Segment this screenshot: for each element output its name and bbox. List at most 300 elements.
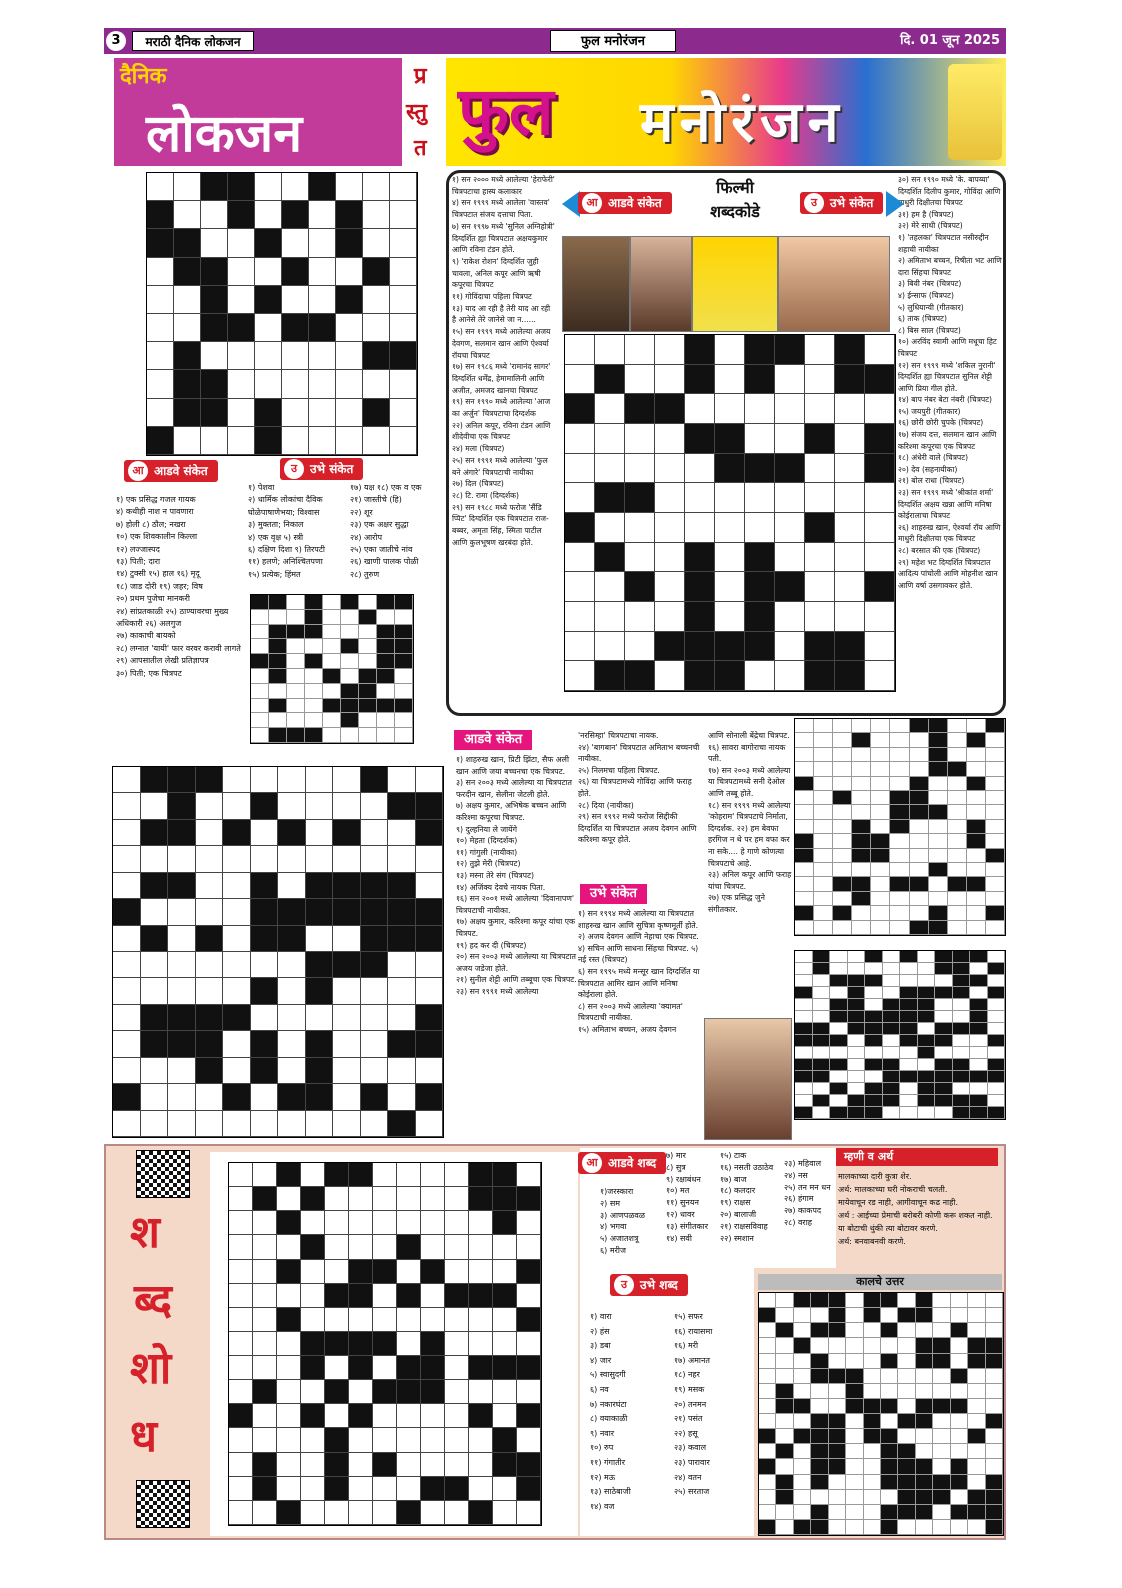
grid-cell [373, 1332, 397, 1356]
word-search-cell [814, 805, 833, 819]
grid-cell [255, 286, 282, 314]
clue-line: २३) एक अक्षर सुद्धा [350, 520, 409, 530]
word-search-cell [986, 1399, 1003, 1414]
word-search-cell [986, 892, 1005, 906]
clue-line: १)जरस्कारा [600, 1187, 634, 1196]
grid-cell [373, 1428, 397, 1452]
word-search-cell [864, 1338, 881, 1353]
grid-cell [253, 1235, 277, 1259]
word-search-cell [948, 777, 967, 791]
grid-cell [229, 1477, 253, 1501]
word-search-cell [935, 1035, 953, 1047]
grid-cell [685, 483, 715, 513]
word-search-cell [918, 975, 936, 987]
grid-cell [865, 543, 895, 573]
grid-cell [397, 1284, 421, 1308]
across-clues-heading [124, 460, 218, 482]
grid-cell [469, 1428, 493, 1452]
word-search-cell [864, 1520, 881, 1535]
clue-line: २१) जास्तीचे (हि) [350, 495, 402, 505]
grid-cell [493, 1453, 517, 1477]
word-search-cell [881, 1369, 898, 1384]
grid-cell [301, 1187, 325, 1211]
word-search-cell [830, 1035, 848, 1047]
word-search-cell [833, 849, 852, 863]
grid-cell [775, 365, 805, 395]
word-search-cell [910, 863, 929, 877]
clue-line: २३) महिवाल [784, 1159, 822, 1168]
word-search-cell [359, 713, 377, 728]
word-search-cell [795, 777, 814, 791]
word-search-cell [918, 951, 936, 963]
grid-cell [421, 1284, 445, 1308]
grid-cell [277, 1332, 301, 1356]
word-search-cell [833, 805, 852, 819]
grid-cell [469, 1356, 493, 1380]
grid-cell [397, 1428, 421, 1452]
grid-cell [349, 1453, 373, 1477]
word-search-cell [814, 834, 833, 848]
paper-name: मराठी दैनिक लोकजन [132, 31, 254, 51]
word-search-cell [890, 863, 909, 877]
grid-cell [306, 899, 334, 925]
grid-cell [493, 1235, 517, 1259]
word-search-cell [933, 1338, 950, 1353]
grid-cell [469, 1187, 493, 1211]
word-search-cell [968, 1384, 985, 1399]
clue-line: २०) बालाजी [720, 1209, 757, 1219]
word-search-cell [865, 1011, 883, 1023]
word-search-cell [970, 1071, 988, 1083]
clue-line: १२) तुझे मेरी (चित्रपट) [456, 859, 521, 869]
grid-cell [174, 286, 201, 314]
grid-cell [141, 820, 169, 846]
clue-line: अर्थ: मालकाच्या घरी नोकराची चलती. [838, 1185, 948, 1194]
word-search-cell [794, 1520, 811, 1535]
word-search-cell [395, 595, 413, 610]
grid-cell [228, 258, 255, 286]
word-search-cell [846, 1414, 863, 1429]
grid-cell [445, 1235, 469, 1259]
word-search-cell [359, 669, 377, 684]
grid-cell [113, 767, 141, 793]
grid-cell [168, 767, 196, 793]
word-search-cell [890, 820, 909, 834]
grid-cell [333, 899, 361, 925]
word-search-cell [811, 1429, 828, 1444]
word-search-cell [953, 999, 971, 1011]
grid-cell [147, 399, 174, 427]
word-search-cell [968, 1520, 985, 1535]
grid-cell [421, 1380, 445, 1404]
grid-cell [685, 602, 715, 632]
grid-cell [141, 952, 169, 978]
word-search-cell [986, 863, 1005, 877]
word-search-cell [988, 1107, 1006, 1119]
grid-cell [745, 424, 775, 454]
word-search-cell [890, 719, 909, 733]
word-search-cell [900, 1011, 918, 1023]
word-search-cell [848, 1083, 866, 1095]
grid-cell [565, 513, 595, 543]
grid-cell [390, 370, 417, 398]
grid-cell [715, 483, 745, 513]
grid-cell [421, 1187, 445, 1211]
word-search-cell [898, 1414, 915, 1429]
word-search-cell [795, 1059, 813, 1071]
grid-cell [349, 1163, 373, 1187]
word-search-cell [323, 684, 341, 699]
grid-cell [595, 335, 625, 365]
grid-cell [309, 314, 336, 342]
word-search-cell [795, 719, 814, 733]
grid-cell [113, 952, 141, 978]
word-search-cell [852, 892, 871, 906]
word-search-cell [953, 1083, 971, 1095]
grid-cell [655, 365, 685, 395]
word-search-cell [811, 1444, 828, 1459]
word-search-cell [848, 975, 866, 987]
grid-cell [333, 1058, 361, 1084]
word-search-cell [759, 1399, 776, 1414]
word-search-cell [935, 1023, 953, 1035]
word-search-cell [968, 1293, 985, 1308]
grid-cell [388, 1031, 416, 1057]
grid-cell [388, 1005, 416, 1031]
grid-cell [655, 483, 685, 513]
film-across-heading [578, 192, 672, 214]
grid-cell [745, 543, 775, 573]
word-search-cell [852, 834, 871, 848]
word-search-cell [811, 1459, 828, 1474]
actress-photo-3 [778, 236, 890, 332]
grid-cell [113, 793, 141, 819]
word-search-cell [829, 1293, 846, 1308]
word-search-cell [794, 1459, 811, 1474]
word-search-cell [829, 1520, 846, 1535]
word-search-cell [359, 610, 377, 625]
word-search-cell [811, 1520, 828, 1535]
word-search-cell [833, 748, 852, 762]
masthead-title: लोकजन [146, 103, 303, 164]
grid-cell [363, 258, 390, 286]
shabda-down-short: उ [614, 1275, 634, 1295]
word-search-cell [898, 1444, 915, 1459]
clue-line: ७) होली ८) ठौल; नखरा [116, 519, 186, 529]
word-search-cell [929, 719, 948, 733]
clue-line: १४) सवी [666, 1233, 692, 1243]
grid-cell [445, 1453, 469, 1477]
word-search-cell [871, 834, 890, 848]
grid-cell [325, 1332, 349, 1356]
grid-cell [416, 767, 444, 793]
clue-line: २३) सन १९९१ मध्ये आलेल्या [456, 986, 539, 996]
shabda-across-label: आडवे शब्द [608, 1156, 657, 1170]
word-search-cell [323, 639, 341, 654]
issue-date: दि. 01 जून 2025 [900, 33, 1000, 48]
word-search-cell [852, 719, 871, 733]
word-search-cell [846, 1323, 863, 1338]
word-search-cell [269, 684, 287, 699]
film-across-label: आडवे संकेत [608, 196, 662, 210]
clue-line: २७) काकपद [784, 1206, 822, 1216]
grid-cell [229, 1501, 253, 1525]
grid-cell [416, 926, 444, 952]
word-search-cell [953, 1071, 971, 1083]
word-search-cell [846, 1293, 863, 1308]
grid-cell [336, 173, 363, 201]
word-search-cell [916, 1475, 933, 1490]
word-search-cell [814, 719, 833, 733]
word-search-cell [829, 1505, 846, 1520]
word-search-cell [967, 777, 986, 791]
word-search-cell [776, 1459, 793, 1474]
word-search-cell [948, 921, 967, 935]
word-search-cell [967, 719, 986, 733]
grid-cell [201, 370, 228, 398]
word-search-cell [341, 699, 359, 714]
grid-cell [361, 1005, 389, 1031]
clue-line: ७) मार [666, 1151, 686, 1160]
grid-cell [390, 173, 417, 201]
grid-cell [416, 899, 444, 925]
grid-cell [517, 1235, 541, 1259]
word-search-cell [935, 1011, 953, 1023]
word-search-cell [900, 1083, 918, 1095]
grid-cell [306, 1031, 334, 1057]
word-search-cell [848, 1071, 866, 1083]
clue-line: आणि सोनाली बेंद्रेचा चित्रपट. १६) सावरा बागोराचा नायक पती. [708, 731, 790, 764]
page-number: 3 [106, 31, 126, 51]
grid-cell [336, 399, 363, 427]
word-search-cell [890, 777, 909, 791]
clue-line: ५) स्वासुदगी [590, 1370, 626, 1380]
word-search-cell [881, 1520, 898, 1535]
grid-cell [282, 399, 309, 427]
word-search-cell [988, 1035, 1006, 1047]
clue-line: ६) नव [590, 1384, 609, 1394]
word-search-cell [852, 921, 871, 935]
word-search-cell [967, 849, 986, 863]
grid-cell [361, 1031, 389, 1057]
grid-cell [278, 899, 306, 925]
word-search-cell [829, 1354, 846, 1369]
grid-cell [805, 632, 835, 662]
word-search-cell [287, 713, 305, 728]
grid-cell [835, 424, 865, 454]
grid-cell [685, 661, 715, 691]
actress-photo-1 [630, 236, 692, 332]
grid-cell [390, 342, 417, 370]
word-search-cell [953, 1011, 971, 1023]
word-search-cell [865, 1107, 883, 1119]
word-search-cell [929, 748, 948, 762]
word-search-cell [968, 1414, 985, 1429]
clue-line: २५) एका जातीचे नांव [350, 545, 413, 555]
grid-cell [253, 1404, 277, 1428]
clue-line: ३) बिवी नंबर (चित्रपट) [898, 279, 962, 289]
clue-line: ३०) पिती; एक चित्रपट [116, 668, 182, 678]
word-search-cell [846, 1338, 863, 1353]
grid-cell [775, 513, 805, 543]
grid-cell [390, 201, 417, 229]
grid-cell [333, 846, 361, 872]
grid-cell [336, 229, 363, 257]
grid-cell [835, 365, 865, 395]
word-search-cell [900, 987, 918, 999]
grid-cell [517, 1404, 541, 1428]
clue-line: मालकाच्या दारी कुत्रा शेर. [838, 1172, 912, 1181]
word-search-cell [986, 1520, 1003, 1535]
word-search-cell [794, 1293, 811, 1308]
word-search-cell [988, 1059, 1006, 1071]
actress-photo-2 [692, 236, 778, 332]
clue-line: ७) अक्षय कुमार, अभिषेक बच्चन आणि करिश्मा कपूरचा चित्रपट. [456, 801, 567, 822]
grid-cell [333, 926, 361, 952]
word-search-cell [833, 921, 852, 935]
grid-cell [361, 899, 389, 925]
clue-line: ८) वयाकाळी [590, 1414, 628, 1424]
word-search-cell [968, 1475, 985, 1490]
grid-cell [325, 1284, 349, 1308]
word-search-cell [916, 1520, 933, 1535]
word-search-cell [377, 595, 395, 610]
prastut-char: प्र [414, 64, 427, 89]
word-search-cell [795, 921, 814, 935]
grid-cell [775, 454, 805, 484]
word-search-cell [864, 1505, 881, 1520]
word-search-cell [813, 951, 831, 963]
word-search-cell [864, 1459, 881, 1474]
word-search-cell [795, 820, 814, 834]
clue-line: ३०) सन १९९० मध्ये 'के. बापय्या' दिग्दर्शित दिलीप कुमार, गोविंदा आणि माधुरी दिक्षीतचा चित्रपट [898, 175, 1001, 208]
clue-line: २४) मला (चित्रपट) [452, 444, 505, 454]
clue-line: १६) नसती उठाठेव [720, 1162, 774, 1172]
word-search-cell [967, 762, 986, 776]
word-search-cell [935, 963, 953, 975]
word-search-cell [833, 892, 852, 906]
grid-cell [390, 286, 417, 314]
word-search-cell [948, 805, 967, 819]
shabda-down-heading [610, 1274, 688, 1296]
word-search-cell [918, 1095, 936, 1107]
grid-cell [228, 229, 255, 257]
word-search-cell [833, 777, 852, 791]
grid-cell [174, 258, 201, 286]
grid-cell [388, 793, 416, 819]
word-search-cell [918, 1047, 936, 1059]
grid-cell [416, 952, 444, 978]
word-search-cell [881, 1429, 898, 1444]
word-search-cell [359, 684, 377, 699]
grid-cell [277, 1428, 301, 1452]
word-search-cell [848, 1059, 866, 1071]
grid-cell [361, 1084, 389, 1110]
grid-cell [390, 314, 417, 342]
word-search-cell [988, 1047, 1006, 1059]
grid-cell [835, 661, 865, 691]
grid-cell [306, 952, 334, 978]
grid-cell [805, 572, 835, 602]
grid-cell [251, 952, 279, 978]
grid-cell [349, 1477, 373, 1501]
prastut-column [404, 58, 444, 166]
word-search-cell [830, 987, 848, 999]
grid-cell [168, 1084, 196, 1110]
word-search-cell [948, 834, 967, 848]
word-search-cell [916, 1323, 933, 1338]
clue-line: १५) टाक [720, 1151, 747, 1160]
grid-cell [147, 201, 174, 229]
grid-cell [325, 1211, 349, 1235]
grid-cell [805, 424, 835, 454]
word-search-cell [953, 975, 971, 987]
grid-cell [363, 342, 390, 370]
word-search-cell [848, 951, 866, 963]
shabda-across-col-a [600, 1186, 666, 1257]
word-search-cell [986, 1293, 1003, 1308]
word-search-cell [951, 1444, 968, 1459]
word-search-cell [871, 892, 890, 906]
grid-cell [715, 394, 745, 424]
word-search-cell [968, 1490, 985, 1505]
word-search-cell [890, 733, 909, 747]
grid-cell [565, 483, 595, 513]
clue-line: ११) गोविंदाचा पहिला चित्रपट [452, 292, 532, 302]
grid-cell [113, 873, 141, 899]
word-search-cell [933, 1459, 950, 1474]
grid-cell [445, 1187, 469, 1211]
word-search-cell [900, 1095, 918, 1107]
word-search-cell [986, 719, 1005, 733]
clue-line: १५) अमिताभ बच्चन, अजय देवगन [578, 1024, 677, 1034]
word-search-cell [776, 1354, 793, 1369]
word-search-cell [251, 699, 269, 714]
grid-cell [397, 1380, 421, 1404]
grid-cell [229, 1260, 253, 1284]
grid-cell [251, 1005, 279, 1031]
word-search-cell [933, 1475, 950, 1490]
word-search-cell [883, 1059, 901, 1071]
grid-cell [745, 632, 775, 662]
word-search-cell [968, 1338, 985, 1353]
word-search-cell [794, 1323, 811, 1338]
word-search-cell [918, 1071, 936, 1083]
grid-cell [228, 370, 255, 398]
grid-cell [253, 1477, 277, 1501]
word-search-cell [795, 748, 814, 762]
grid-cell [445, 1332, 469, 1356]
word-search-cell [848, 1023, 866, 1035]
word-search-cell [986, 1369, 1003, 1384]
clue-line: अर्थ : आईच्या प्रेमाची बरोबरी कोणी करू शकत नाही. [838, 1211, 993, 1220]
word-search-cell [830, 1095, 848, 1107]
grid-cell [775, 483, 805, 513]
grid-cell [493, 1380, 517, 1404]
word-search-cell [951, 1354, 968, 1369]
word-search-cell [776, 1384, 793, 1399]
grid-cell [301, 1404, 325, 1428]
grid-cell [865, 632, 895, 662]
grid-cell [715, 572, 745, 602]
grid-cell [445, 1428, 469, 1452]
clue-line: ७) सन १९९७ मध्ये 'सुनिल अग्निहोत्री' दिग्दर्शित ह्या चित्रपटात अक्षयकुमार आणि रविना टंडन होते. [452, 221, 555, 255]
grid-cell [147, 229, 174, 257]
word-search-cell [830, 1059, 848, 1071]
down-label: उभे संकेत [310, 462, 354, 476]
clue-line: १७) सन २००३ मध्ये आलेल्या या चित्रपटामध्ये सनी देओल आणि तब्बू होते. [708, 765, 791, 798]
word-search-cell [269, 669, 287, 684]
